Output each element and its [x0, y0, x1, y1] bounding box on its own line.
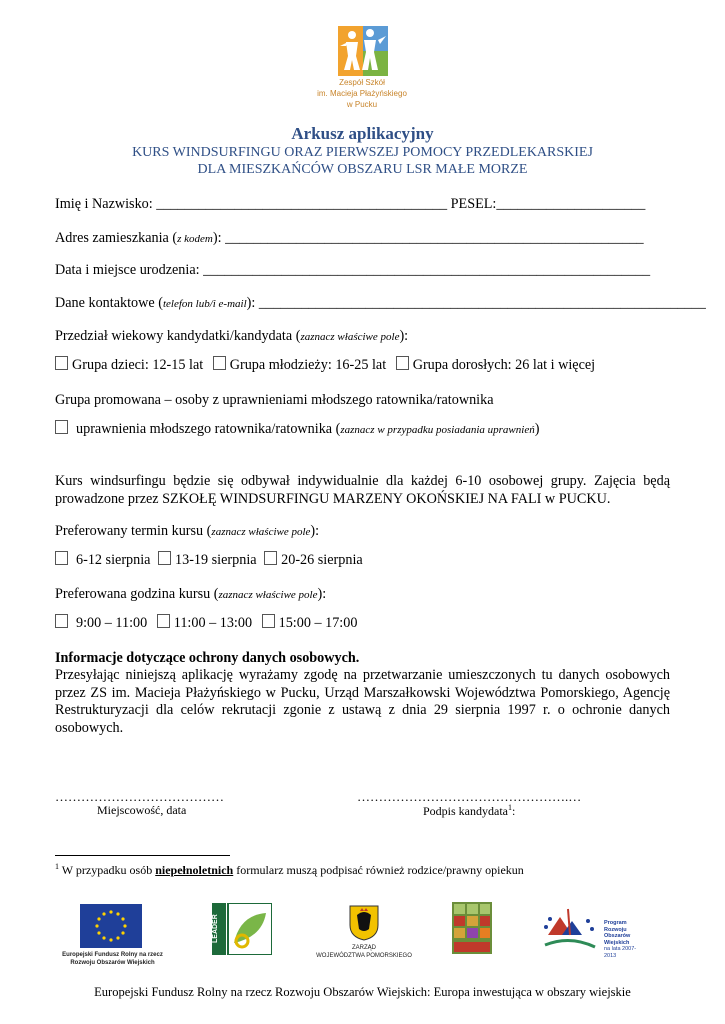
privacy-heading: Informacje dotyczące ochrony danych osobowych.	[55, 650, 360, 666]
eu-flag-logo	[80, 904, 142, 948]
birth-row	[55, 262, 650, 279]
promo-close: )	[534, 421, 540, 437]
age-hint: zaznacz właściwe pole	[300, 331, 400, 343]
address-field[interactable]: ___________________________________________________________	[225, 230, 644, 246]
prow-caption-line-2: Rozwoju	[604, 926, 627, 933]
address-row	[55, 230, 644, 247]
school-line-1: Zespół Szkół	[339, 78, 385, 87]
footnote-divider	[55, 855, 230, 856]
promo-checkbox[interactable]	[55, 420, 68, 434]
hour-checkbox-2[interactable]	[157, 614, 170, 628]
hour-label-row	[55, 586, 326, 603]
prow-caption-line-3: Obszarów	[604, 933, 631, 939]
signature-label	[423, 803, 515, 819]
age-options	[55, 356, 595, 374]
promo-hint: zaznacz w przypadku posiadania uprawnień	[340, 424, 535, 436]
age-checkbox-adults[interactable]	[396, 356, 409, 370]
birth-field[interactable]: _______________________________________________________________	[203, 262, 651, 278]
term-hint: zaznacz właściwe pole	[211, 526, 311, 538]
signature-footnote-mark: 1	[508, 803, 512, 812]
eu-caption-line-2: Rozwoju Obszarów Wiejskich	[70, 959, 155, 966]
term-checkbox-2[interactable]	[158, 551, 171, 565]
address-hint: z kodem	[177, 233, 213, 245]
birth-label: Data i miejsce urodzenia:	[55, 262, 200, 278]
pesel-label: PESEL:	[450, 196, 497, 212]
subtitle-line-1: KURS WINDSURFINGU ORAZ PIERWSZEJ POMOCY PRZEDLEKARSKIEJ	[132, 145, 593, 160]
prow-years: na lata 2007-2013	[604, 946, 637, 959]
age-checkbox-youth[interactable]	[213, 356, 226, 370]
footnote	[55, 862, 524, 878]
subtitle-line-2: DLA MIESZKAŃCÓW OBSZARU LSR MAŁE MORZE	[197, 162, 528, 177]
zarzad-caption-line-1: ZARZĄD	[352, 945, 376, 951]
age-label: Przedział wiekowy kandydatki/kandydata (	[55, 328, 301, 344]
hour-option-2: 11:00 – 13:00	[173, 615, 253, 631]
promo-option: uprawnienia młodszego ratownika/ratownika (	[76, 421, 341, 437]
document-title: Arkusz aplikacyjny	[291, 124, 434, 143]
privacy-text: Przesyłając niniejszą aplikację wyrażamy zgodę na przetwarzanie umieszczonych tu danych osobowych przez ZS im. Macieja Płażyńskiego w Pucku, Urząd Marszałkowski Województwa Pomorskiego, Agencję Restrukturyzacji dla celów rekrutacji zgonie z ustawą z dnia 29 sierpnia 1997 r. o ochronie danych osobowych.	[55, 667, 670, 736]
prow-caption-line-4: Wiejskich	[604, 939, 630, 946]
age-checkbox-children[interactable]	[55, 356, 68, 370]
term-label-row	[55, 523, 319, 540]
contact-label-close: ):	[246, 295, 256, 311]
signature-label-text: Podpis kandydata	[423, 804, 508, 818]
contact-hint: telefon lub/i e-mail	[162, 298, 247, 310]
term-checkbox-1[interactable]	[55, 551, 68, 565]
term-label: Preferowany termin kursu (	[55, 523, 212, 539]
pomorskie-coat-of-arms	[349, 905, 379, 941]
footnote-mark: 1	[55, 862, 59, 871]
footnote-emphasis: niepełnoletnich	[155, 863, 234, 877]
course-info-paragraph: Kurs windsurfingu będzie się odbywał indywidualnie dla każdej 6-10 osobowej grupy. Zajęcia będą prowadzone przez SZKOŁĘ WINDSURFINGU MARZENY OKOŃSKIEJ NA FALI w PUCKU.	[55, 473, 670, 507]
school-name	[290, 77, 434, 110]
document-subtitle	[0, 144, 725, 178]
term-checkbox-3[interactable]	[264, 551, 277, 565]
school-logo	[338, 26, 388, 76]
age-label-close: ):	[399, 328, 409, 344]
leader-logo-text: LEADER	[212, 914, 219, 944]
prow-caption	[604, 920, 644, 959]
hour-label-close: ):	[317, 586, 327, 602]
contact-row	[55, 295, 706, 312]
term-option-3: 20-26 sierpnia	[281, 552, 363, 568]
term-option-1: 6-12 sierpnia	[76, 552, 151, 568]
name-row	[55, 196, 645, 213]
term-options	[55, 551, 363, 569]
address-label-close: ):	[212, 230, 222, 246]
term-option-2: 13-19 sierpnia	[175, 552, 257, 568]
bottom-slogan: Europejski Fundusz Rolny na rzecz Rozwoju Obszarów Wiejskich: Europa inwestująca w obszary wiejskie	[94, 985, 631, 999]
prow-logo	[540, 905, 600, 955]
signature-line[interactable]: ………………………………………….…	[357, 789, 582, 804]
leader-logo	[212, 903, 272, 955]
footnote-text-after: formularz muszą podpisać również rodzice/prawny opiekun	[233, 863, 524, 877]
hour-option-3: 15:00 – 17:00	[278, 615, 358, 631]
prow-caption-line-1: Program	[604, 920, 627, 926]
signature-colon: :	[512, 804, 516, 818]
age-option-children: Grupa dzieci: 12-15 lat	[72, 357, 204, 373]
hour-options	[55, 614, 357, 632]
address-label: Adres zamieszkania (	[55, 230, 178, 246]
name-field[interactable]: _________________________________________	[156, 196, 448, 212]
zarzad-caption	[313, 945, 415, 960]
place-date-label: Miejscowość, data	[97, 803, 187, 817]
promo-label: Grupa promowana – osoby z uprawnieniami młodszego ratownika/ratownika	[55, 392, 494, 408]
zarzad-caption-line-2: WOJEWÓDZTWA POMORSKIEGO	[316, 952, 412, 959]
place-date-line[interactable]: …………………………………	[55, 789, 224, 804]
eu-caption-line-1: Europejski Fundusz Rolny na rzecz	[62, 952, 163, 958]
age-option-youth: Grupa młodzieży: 16-25 lat	[229, 357, 387, 373]
hour-option-1: 9:00 – 11:00	[76, 615, 148, 631]
name-label: Imię i Nazwisko:	[55, 196, 153, 212]
term-label-close: ):	[310, 523, 320, 539]
hour-hint: zaznacz właściwe pole	[218, 589, 318, 601]
pesel-field[interactable]: _____________________	[496, 196, 646, 212]
promo-row	[55, 420, 539, 438]
eu-caption	[55, 952, 170, 967]
school-line-2: im. Macieja Płażyńskiego	[317, 89, 407, 98]
hour-label: Preferowana godzina kursu (	[55, 586, 219, 602]
leader-mosaic-logo	[452, 902, 492, 954]
age-group-row	[55, 328, 408, 345]
hour-checkbox-3[interactable]	[262, 614, 275, 628]
age-option-adults: Grupa dorosłych: 26 lat i więcej	[412, 357, 596, 373]
hour-checkbox-1[interactable]	[55, 614, 68, 628]
contact-label: Dane kontaktowe (	[55, 295, 163, 311]
footnote-text-before: W przypadku osób	[59, 863, 156, 877]
school-line-3: w Pucku	[346, 100, 378, 109]
contact-field[interactable]: _______________________________________________________________	[258, 295, 706, 311]
